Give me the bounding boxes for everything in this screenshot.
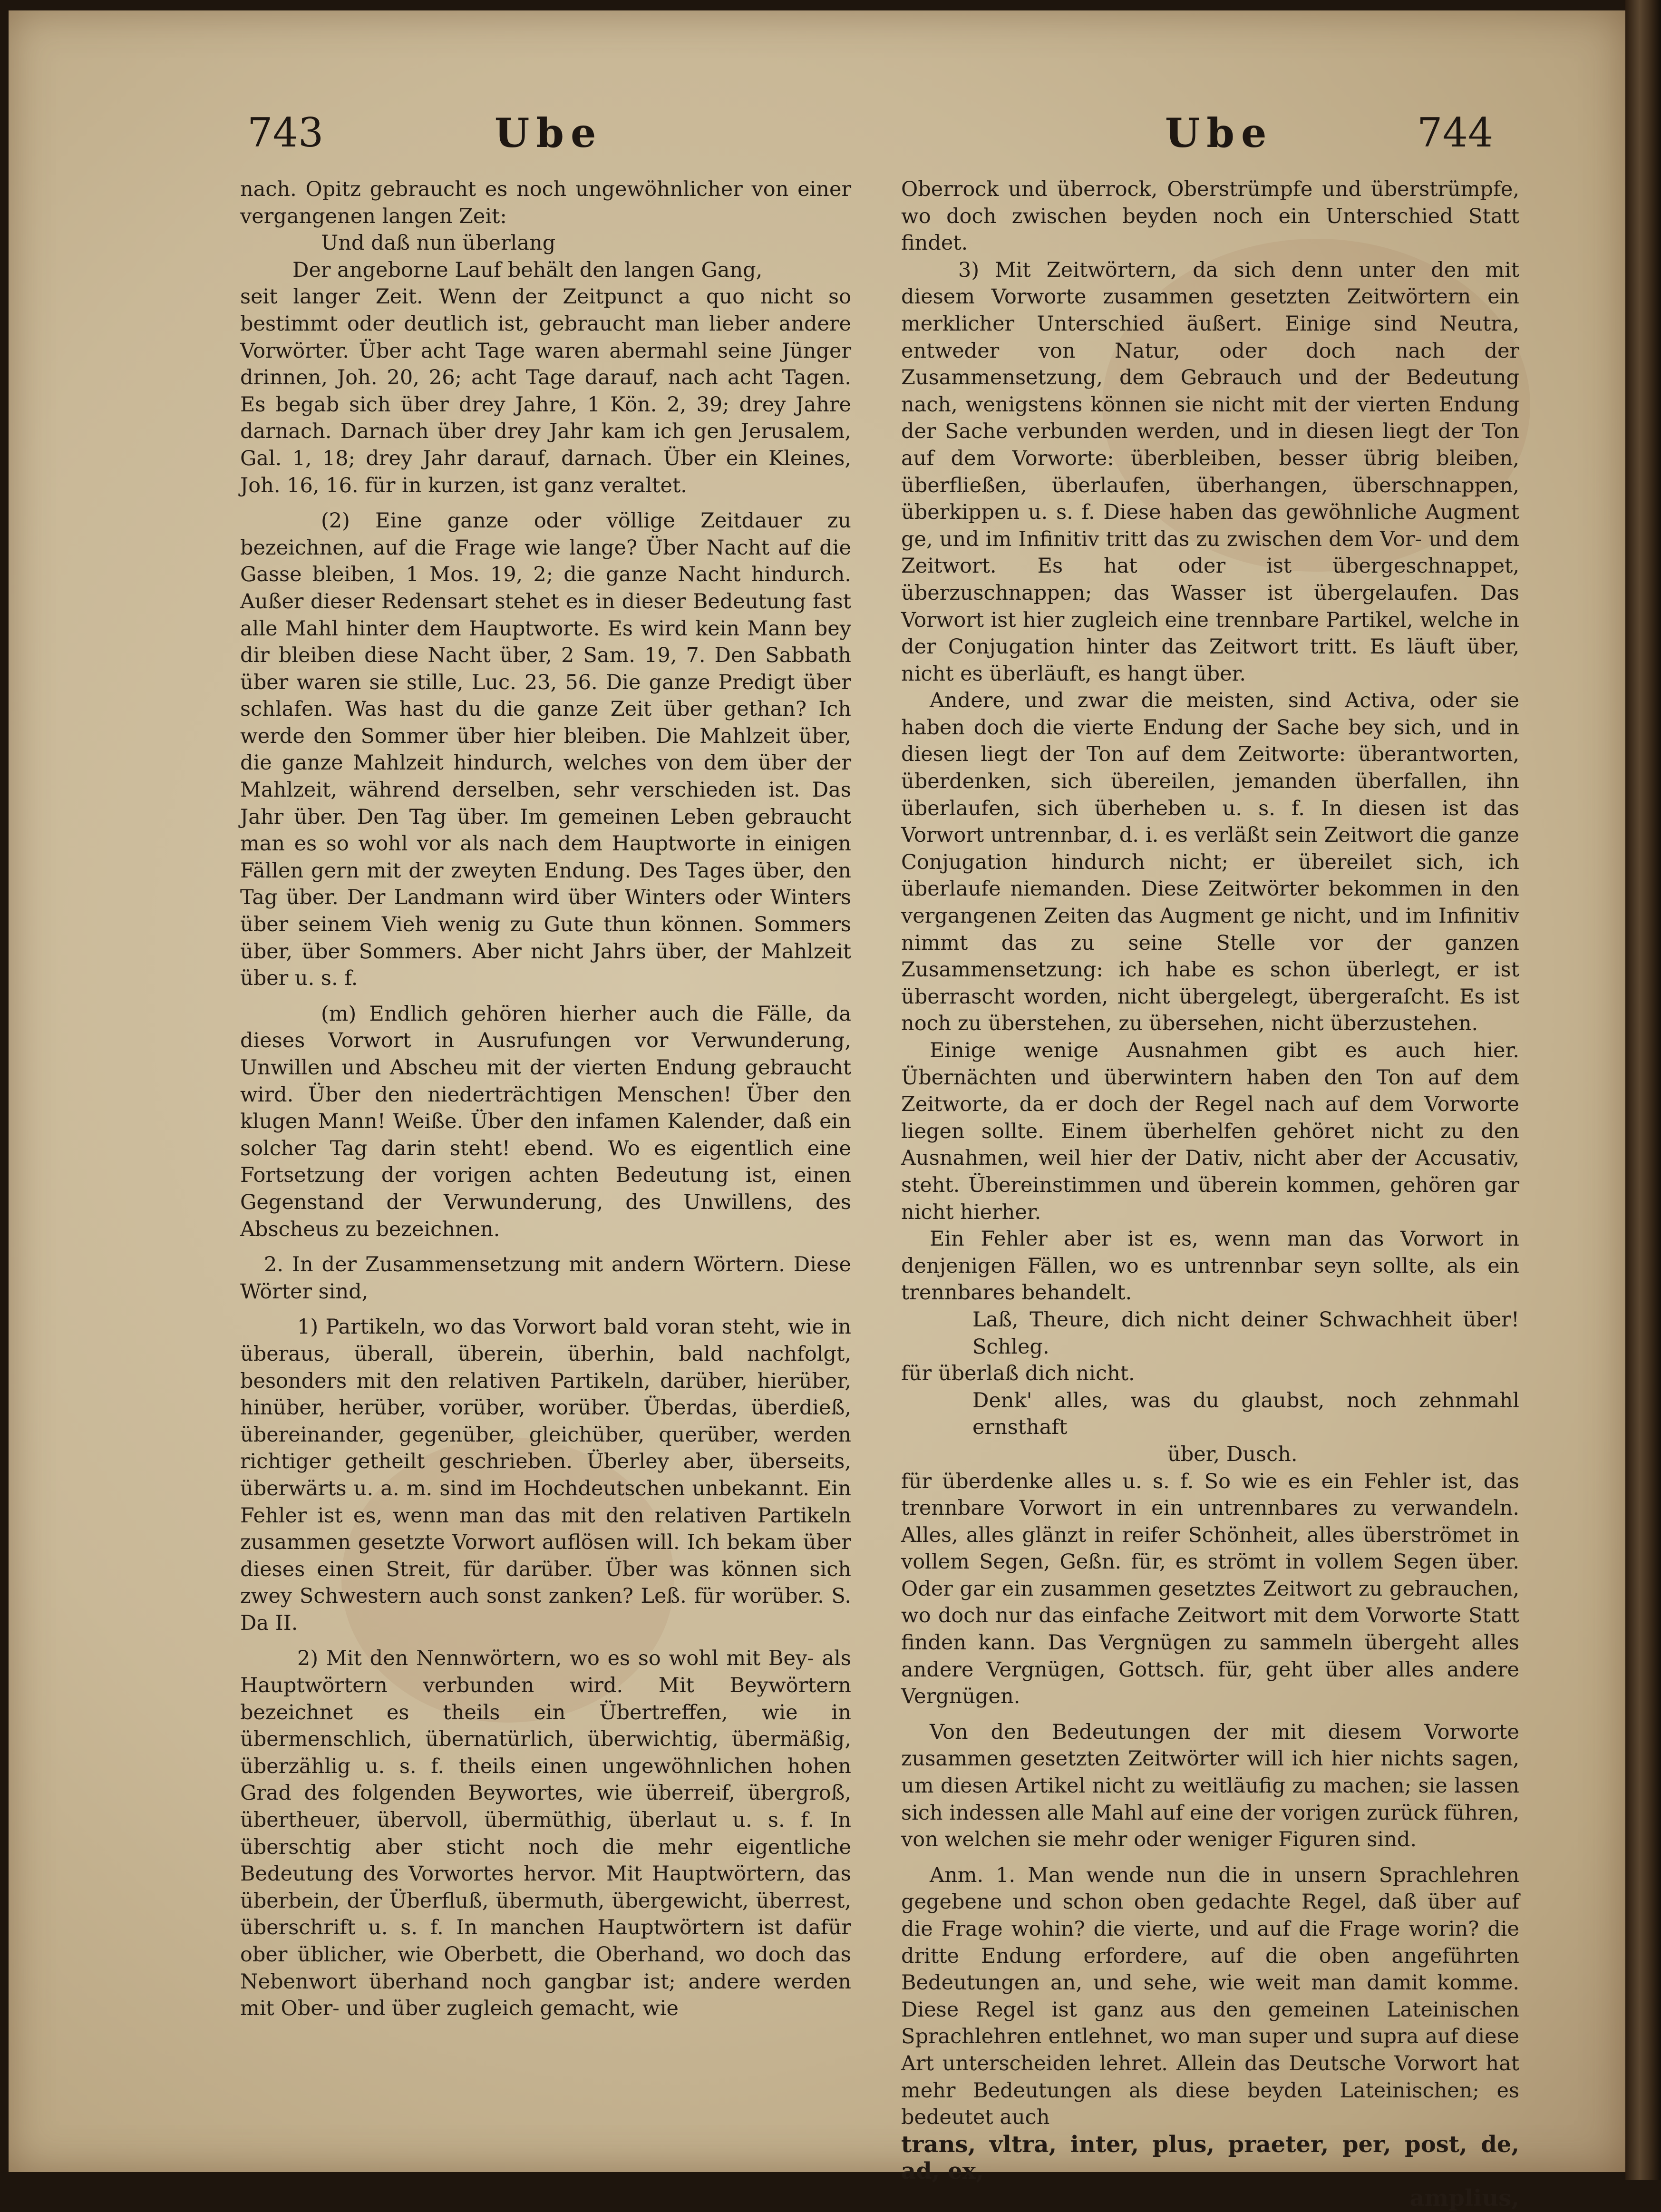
verse-line: Der angeborne Lauf behält den langen Gang,: [292, 258, 763, 282]
paragraph: Anm. 1. Man wende nun die in unsern Sprachlehren gegebene und schon oben gedachte Regel, daß über auf die Frage wohin? die vierte, und auf die Frage worin? die dritte Endung erfordere, auf die oben angeführten Bedeutungen an, und sehe, wie weit man damit komme. Diese Regel ist ganz aus den gemeinen Lateinischen Sprachlehren entlehnet, wo man super und supra auf diese Art unterscheiden lehret. Allein das Deutsche Vorwort hat mehr Bedeutungen als diese beyden Lateinischen; es bedeutet auch: [901, 1863, 1519, 2130]
paragraph: 2) Mit den Nennwörtern, wo es so wohl mit Bey- als Hauptwörtern verbunden wird. Mit Beywörtern bezeichnet es theils ein Übertreffen, wie in übermenschlich, übernatürlich, überwichtig, übermäßig, überzählig u. s. f. theils einen ungewöhnlichen hohen Grad des folgenden Beywortes, wie überreif, übergroß, übertheuer, übervoll, übermüthig, überlaut u. s. f. In überschtig aber sticht noch die mehr eigentliche Bedeutung des Vorwortes hervor. Mit Hauptwörtern, das überbein, der Überfluß, übermuth, übergewicht, überrest, überschrift u. s. f. In manchen Hauptwörtern ist dafür ober üblicher, wie Oberbett, die Oberhand, wo doch das Nebenwort überhand noch gangbar ist; andere werden mit Ober- und über zugleich gemacht, wie: [240, 1647, 851, 2021]
paragraph: für überdenke alles u. s. f. So wie es ein Fehler ist, das trennbare Vorwort in ein untrennbares zu verwandeln. Alles, alles glänzt in reifer Schönheit, alles überströmet in vollem Segen, Geßn. für, es strömt in vollem Segen über. Oder gar ein zusammen gesetztes Zeitwort zu gebrauchen, wo doch nur das einfache Zeitwort mit dem Vorworte Statt finden kann. Das Vergnügen zu sammeln übergeht alles andere Vergnügen, Gottsch. für, geht über alles andere Vergnügen.: [901, 1469, 1519, 1709]
paragraph: (m) Endlich gehören hierher auch die Fälle, da dieses Vorwort in Ausrufungen vor Verwunderung, Unwillen und Abscheu mit der vierten Endung gebraucht wird. Über den niederträchtigen Menschen! Über den klugen Mann! Weiße. Über den infamen Kalender, daß ein solcher Tag darin steht! ebend. Wo es eigentlich eine Fortsetzung der vorigen achten Bedeutung ist, einen Gegenstand der Verwunderung, des Unwillens, des Abscheus zu bezeichnen.: [240, 1002, 851, 1241]
verse-line: Laß, Theure, dich nicht deiner Schwachheit über! Schleg.: [972, 1307, 1519, 1359]
paragraph: 2. In der Zusammensetzung mit andern Wörtern. Diese Wörter sind,: [240, 1253, 851, 1304]
paragraph: Andere, und zwar die meisten, sind Activa, oder sie haben doch die vierte Endung der Sache bey sich, und in diesen liegt der Ton auf dem Zeitworte: überantworten, überdenken, sich übereilen, jemanden überfallen, ihn überlaufen, sich überheben u. s. f. In diesen ist das Vorwort untrennbar, d. i. es verläßt sein Zeitwort die ganze Conjugation hindurch nicht; er übereilet sich, ich überlaufe niemanden. Diese Zeitwörter bekommen in den vergangenen Zeiten das Augment ge nicht, und im Infinitiv nimmt das zu seine Stelle vor der ganzen Zusammensetzung: ich habe es schon überlegt, er ist überrascht worden, nicht übergelegt, übergeraſcht. Es ist noch zu überstehen, zu übersehen, nicht überzustehen.: [901, 689, 1519, 1036]
running-head-left: Ube: [495, 109, 603, 156]
page-edge: [1625, 0, 1661, 2180]
paragraph: Einige wenige Ausnahmen gibt es auch hier. Übernächten und überwintern haben den Ton auf dem Zeitworte, da er doch der Regel nach auf dem Vorworte liegen sollte. Einem überhelfen gehöret nicht zu den Ausnahmen, weil hier der Dativ, nicht aber der Accusativ, steht. Übereinstimmen und überein kommen, gehören gar nicht hierher.: [901, 1039, 1519, 1224]
left-column: [240, 176, 851, 2022]
page-number-right: 744: [1417, 109, 1494, 156]
right-column: [901, 176, 1519, 2212]
paragraph: 3) Mit Zeitwörtern, da sich denn unter den mit diesem Vorworte zusammen gesetzten Zeitwörtern ein merklicher Unterschied äußert. Einige sind Neutra, entweder von Natur, oder doch nach der Zusammensetzung, dem Gebrauch und der Bedeutung nach, wenigstens können sie nicht mit der vierten Endung der Sache verbunden werden, und in diesen liegt der Ton auf dem Vorworte: überbleiben, besser übrig bleiben, überfließen, überlaufen, überhangen, überschnappen, überkippen u. s. f. Diese haben das gewöhnliche Augment ge, und im Infinitiv tritt das zu zwischen dem Vor- und dem Zeitwort. Es hat oder ist übergeschnappet, überzuschnappen; das Wasser ist übergelaufen. Das Vorwort ist hier zugleich eine trennbare Partikel, welche in der Conjugation hinter das Zeitwort tritt. Es läuft über, nicht es überläuft, es hangt über.: [901, 258, 1519, 686]
latin-terms-end: amplius,: [1409, 2184, 1519, 2212]
paragraph: Ein Fehler aber ist es, wenn man das Vorwort in denjenigen Fällen, wo es untrennbar seyn sollte, als ein trennbares behandelt.: [901, 1227, 1519, 1305]
verse-line: über, Dusch.: [1167, 1442, 1298, 1466]
paragraph: Von den Bedeutungen der mit diesem Vorworte zusammen gesetzten Zeitwörter will ich hier nichts sagen, um diesen Artikel nicht zu weitläufig zu machen; sie lassen sich indessen alle Mahl auf eine der vorigen zurück führen, von welchen sie mehr oder weniger Figuren sind.: [901, 1720, 1519, 1852]
paragraph: (2) Eine ganze oder völlige Zeitdauer zu bezeichnen, auf die Frage wie lange? Über Nacht auf die Gasse bleiben, 1 Mos. 19, 2; die ganze Nacht hindurch. Außer dieser Redensart stehet es in dieser Bedeutung fast alle Mahl hinter dem Hauptworte. Es wird kein Mann bey dir bleiben diese Nacht über, 2 Sam. 19, 7. Den Sabbath über waren sie stille, Luc. 23, 56. Die ganze Predigt über schlafen. Was hast du die ganze Zeit über gethan? Ich werde den Sommer über hier bleiben. Die Mahlzeit über, die ganze Mahlzeit hindurch, welches von dem über der Mahlzeit, während derselben, sehr verschieden ist. Das Jahr über. Den Tag über. Im gemeinen Leben gebraucht man es so wohl vor als nach dem Hauptworte in einigen Fällen gern mit der zweyten Endung. Des Tages über, den Tag über. Der Landmann wird über Winters oder Winters über seinem Vieh wenig zu Gute thun können. Sommers über, über Sommers. Aber nicht Jahrs über, der Mahlzeit über u. s. f.: [240, 509, 851, 991]
paragraph: für überlaß dich nicht.: [901, 1362, 1135, 1386]
verse-line: Und daß nun überlang: [321, 231, 556, 255]
paragraph: seit langer Zeit. Wenn der Zeitpunct a quo nicht so bestimmt oder deutlich ist, gebraucht man lieber andere Vorwörter. Über acht Tage waren abermahl seine Jünger drinnen, Joh. 20, 26; acht Tage darauf, nach acht Tagen. Es begab sich über drey Jahre, 1 Kön. 2, 39; drey Jahre darnach. Darnach über drey Jahr kam ich gen Jerusalem, Gal. 1, 18; drey Jahr darauf, darnach. Über ein Kleines, Joh. 16, 16. für in kurzen, ist ganz veraltet.: [240, 285, 851, 497]
verse-line: Denk' alles, was du glaubst, noch zehnmahl ernsthaft: [972, 1388, 1519, 1440]
running-head-right: Ube: [1165, 109, 1273, 156]
page-number-left: 743: [247, 109, 324, 156]
paragraph: 1) Partikeln, wo das Vorwort bald voran steht, wie in überaus, überall, überein, überhin, bald nachfolgt, besonders mit den relativen Partikeln, darüber, hierüber, hinüber, herüber, vorüber, worüber. Überdas, überdieß, übereinander, gegenüber, gleichüber, querüber, werden richtiger getheilt geschrieben. Überley aber, überseits, überwärts u. a. m. sind im Hochdeutschen unbekannt. Ein Fehler ist es, wenn man das mit den relativen Partikeln zusammen gesetzte Vorwort auflösen will. Ich bekam über dieses einen Streit, für darüber. Über was können sich zwey Schwestern auch sonst zanken? Leß. für worüber. S. Da II.: [240, 1315, 851, 1635]
paragraph: nach. Opitz gebraucht es noch ungewöhnlicher von einer vergangenen langen Zeit:: [240, 177, 851, 228]
paragraph: Oberrock und überrock, Oberstrümpfe und überstrümpfe, wo doch zwischen beyden noch ein Unterschied Statt findet.: [901, 177, 1519, 255]
latin-terms: trans, vltra, inter, plus, praeter, per, post, de, ad, ex,: [901, 2131, 1519, 2185]
